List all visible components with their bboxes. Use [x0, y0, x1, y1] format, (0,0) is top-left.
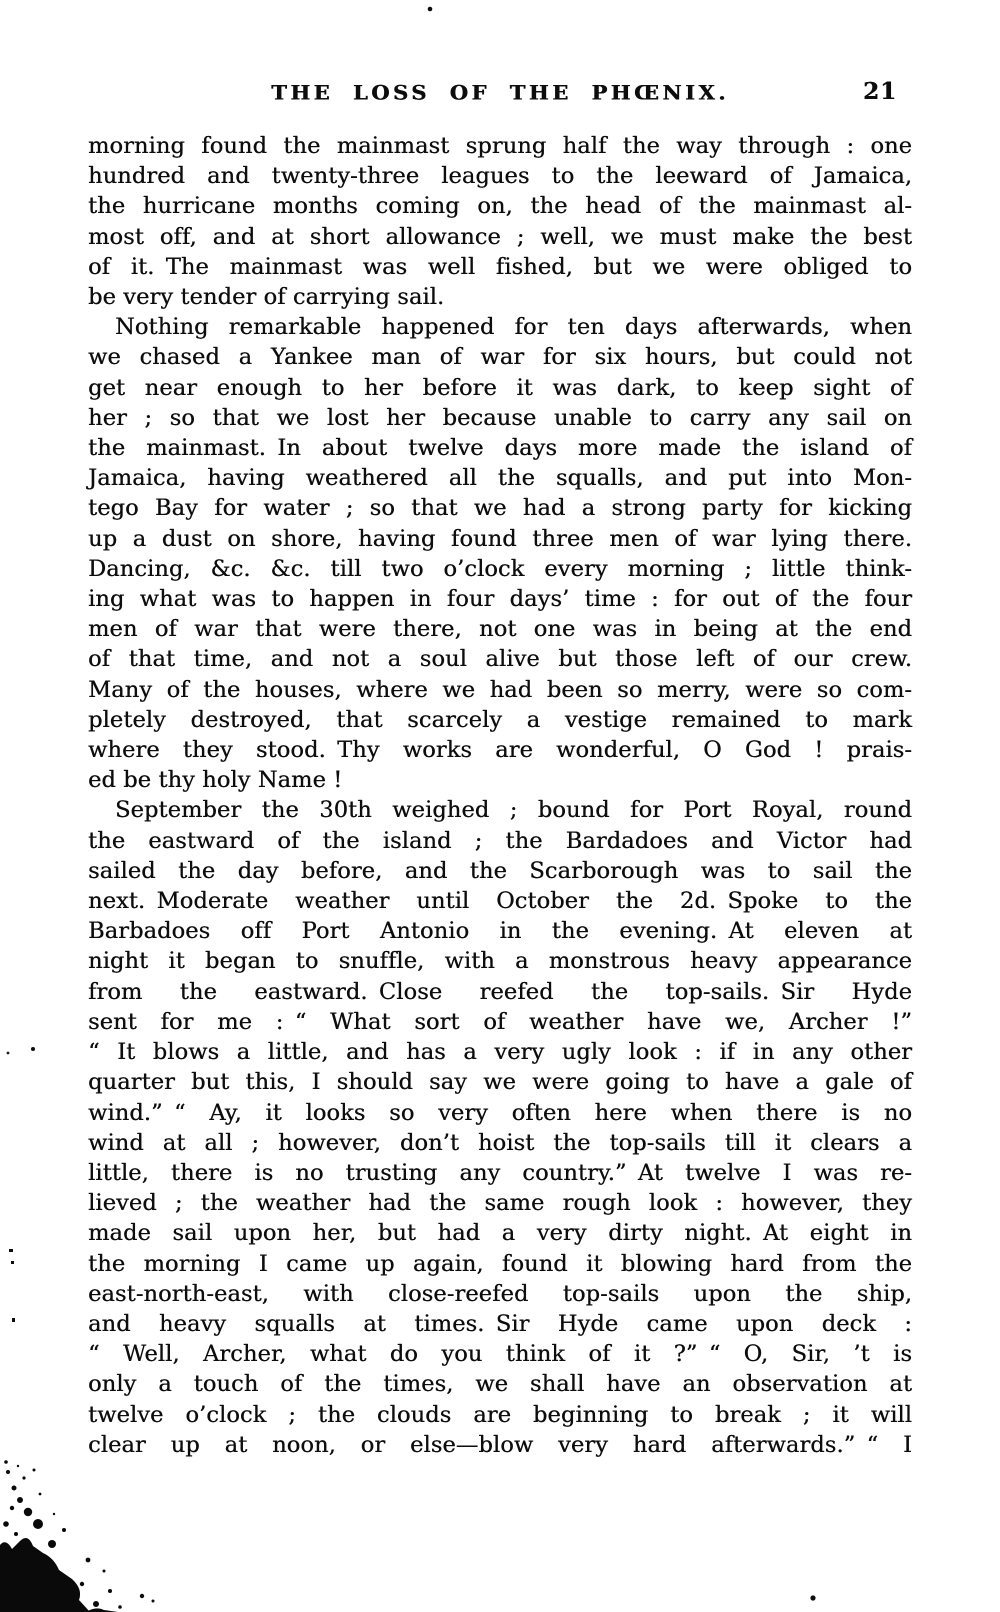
- text-line: sent for me : “ What sort of weather have we, Archer !”: [88, 1008, 912, 1035]
- text-line: lieved ; the weather had the same rough look : however, they: [88, 1190, 912, 1217]
- text-line: the mainmast. In about twelve days more made the island of: [88, 435, 912, 462]
- text-line: where they stood. Thy works are wonderful, O God ! prais-: [88, 737, 912, 764]
- ink-speck: [9, 1249, 13, 1252]
- text-line: from the eastward. Close reefed the top-sails. Sir Hyde: [88, 978, 912, 1005]
- text-line: Dancing, &c. &c. till two o’clock every morning ; little think-: [88, 555, 912, 582]
- text-line: get near enough to her before it was dark, to keep sight of: [88, 374, 912, 401]
- text-line: ed be thy holy Name !: [88, 767, 343, 794]
- text-line: “ It blows a little, and has a very ugly look : if in any other: [88, 1039, 912, 1066]
- text-line: made sail upon her, but had a very dirty night. At eight in: [88, 1220, 912, 1247]
- ink-speck: [152, 1600, 155, 1603]
- text-line: wind.” “ Ay, it looks so very often here when there is no: [88, 1099, 912, 1126]
- paragraph: [88, 131, 912, 312]
- text-line: and heavy squalls at times. Sir Hyde came upon deck :: [88, 1310, 912, 1337]
- ink-speck: [31, 1047, 35, 1051]
- text-line: of that time, and not a soul alive but those left of our crew.: [88, 646, 912, 673]
- text-line: men of war that were there, not one was in being at the end: [88, 616, 912, 643]
- text-line: east-north-east, with close-reefed top-sails upon the ship,: [88, 1280, 912, 1307]
- text-line: of it. The mainmast was well fished, but we were obliged to: [88, 253, 912, 280]
- page-header: [88, 80, 912, 110]
- page-title: THE LOSS OF THE PHŒNIX.: [271, 81, 729, 104]
- text-line: sailed the day before, and the Scarborough was to sail the: [88, 857, 912, 884]
- text-line: the hurricane months coming on, the head of the mainmast al-: [88, 193, 912, 220]
- text-line: ing what was to happen in four days’ time : for out of the four: [88, 586, 912, 613]
- text-line: clear up at noon, or else—blow very hard afterwards.” “ I: [88, 1431, 912, 1458]
- text-line: only a touch of the times, we shall have an observation at: [88, 1371, 912, 1398]
- text-line: quarter but this, I should say we were going to have a gale of: [88, 1069, 912, 1096]
- text-line: night it began to snuffle, with a monstrous heavy appearance: [88, 948, 912, 975]
- page-number: 21: [862, 78, 897, 105]
- text-line: Jamaica, having weathered all the squalls, and put into Mon-: [88, 465, 912, 492]
- text-line: wind at all ; however, don’t hoist the top-sails till it clears a: [88, 1129, 912, 1156]
- text-line: the eastward of the island ; the Bardadoes and Victor had: [88, 827, 912, 854]
- ink-speck: [7, 1052, 10, 1055]
- text-line: pletely destroyed, that scarcely a vestige remained to mark: [88, 706, 912, 733]
- text-line: twelve o’clock ; the clouds are beginning to break ; it will: [88, 1401, 912, 1428]
- text-line: “ Well, Archer, what do you think of it ?” “ O, Sir, ’t is: [88, 1341, 912, 1368]
- text-line: September the 30th weighed ; bound for Port Royal, round: [115, 797, 912, 824]
- text-line: little, there is no trusting any country.” At twelve I was re-: [88, 1159, 912, 1186]
- text-line: next. Moderate weather until October the 2d. Spoke to the: [88, 888, 912, 915]
- text-line: Barbadoes off Port Antonio in the evening. At eleven at: [88, 918, 912, 945]
- text-line: Nothing remarkable happened for ten days afterwards, when: [115, 314, 912, 341]
- ink-speck: [428, 7, 433, 12]
- ink-blot: [0, 1460, 118, 1612]
- paragraph: [88, 795, 912, 1459]
- text-line: up a dust on shore, having found three men of war lying there.: [88, 525, 912, 552]
- ink-speck: [12, 1318, 15, 1322]
- ink-speck: [118, 1605, 122, 1609]
- text-line: we chased a Yankee man of war for six hours, but could not: [88, 344, 912, 371]
- text-line: Many of the houses, where we had been so merry, were so com-: [88, 676, 912, 703]
- text-line: be very tender of carrying sail.: [88, 284, 445, 311]
- ink-speck: [140, 1594, 144, 1598]
- text-line: her ; so that we lost her because unable to carry any sail on: [88, 404, 912, 431]
- text-line: hundred and twenty-three leagues to the leeward of Jamaica,: [88, 163, 912, 190]
- text-line: the morning I came up again, found it blowing hard from the: [88, 1250, 912, 1277]
- page-body: [88, 131, 912, 1460]
- ink-speck: [11, 1261, 14, 1264]
- text-line: tego Bay for water ; so that we had a strong party for kicking: [88, 495, 912, 522]
- text-line: morning found the mainmast sprung half the way through : one: [88, 133, 912, 159]
- paragraph: [88, 312, 912, 795]
- text-line: most off, and at short allowance ; well, we must make the best: [88, 223, 912, 250]
- ink-speck: [810, 1595, 815, 1600]
